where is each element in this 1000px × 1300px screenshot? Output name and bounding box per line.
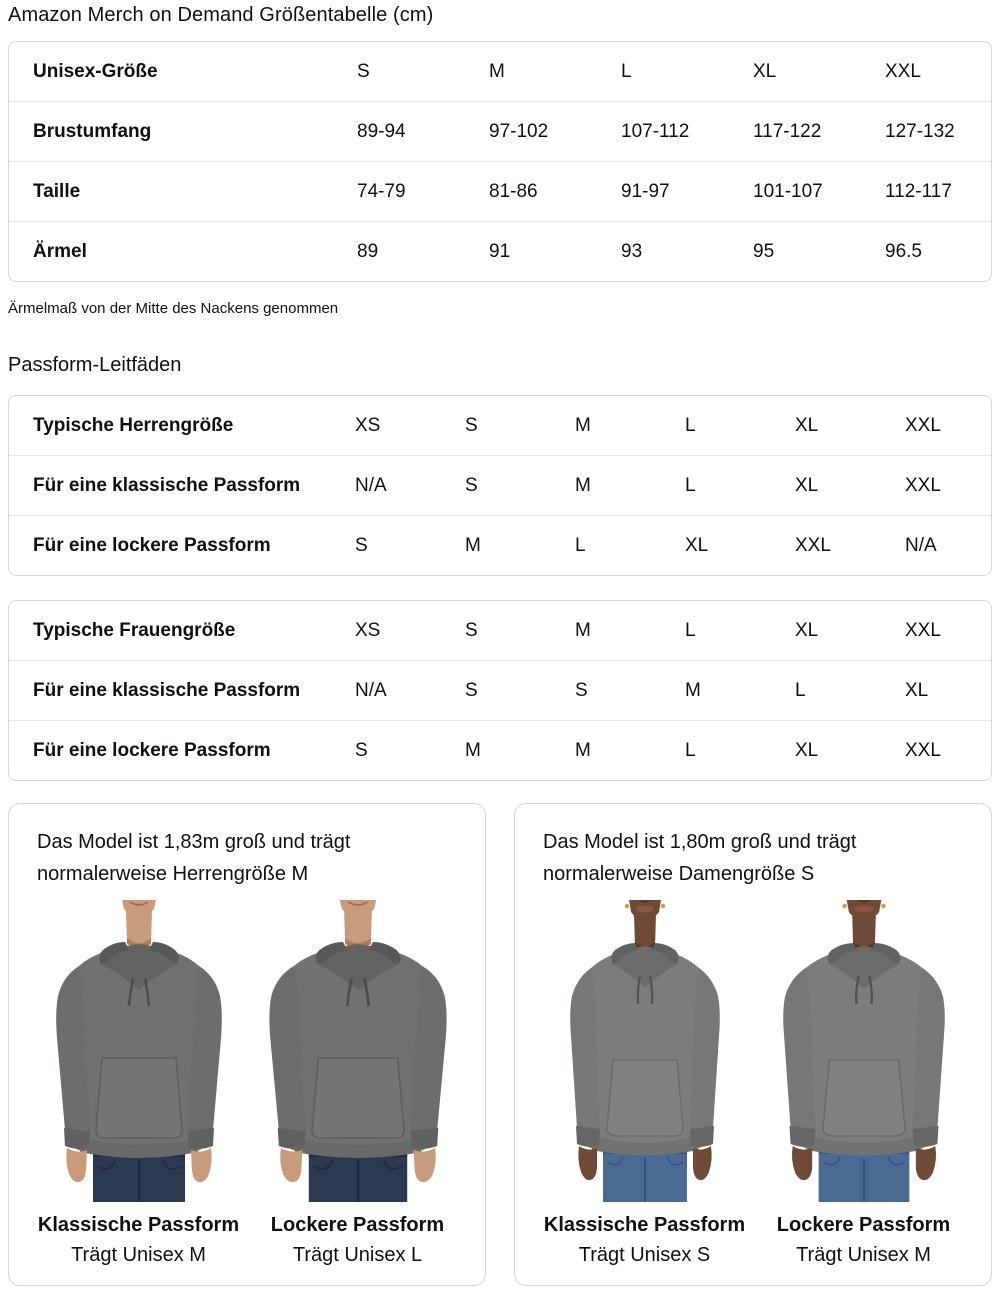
fit-caption: Lockere Passform — [270, 1214, 445, 1236]
row-label: Taille — [33, 180, 81, 202]
size-cell: 81-86 — [489, 180, 538, 202]
size-cell: M — [685, 679, 701, 701]
size-cell: M — [465, 739, 481, 761]
size-cell: L — [685, 414, 696, 436]
table-row — [9, 720, 991, 780]
size-cell: XXL — [905, 739, 941, 761]
size-cell: S — [355, 534, 368, 556]
size-cell: M — [575, 414, 591, 436]
size-cell: XL — [685, 534, 709, 556]
size-caption: Trägt Unisex M — [71, 1244, 206, 1266]
size-cell: XS — [355, 619, 381, 641]
size-cell: 89 — [357, 240, 379, 262]
row-label: Unisex-Größe — [33, 60, 158, 82]
row-label: Für eine klassische Passform — [33, 474, 301, 496]
model-figure — [248, 900, 467, 1267]
size-caption: Trägt Unisex L — [292, 1244, 423, 1266]
row-label: Für eine klassische Passform — [33, 679, 301, 701]
size-caption: Trägt Unisex S — [578, 1244, 711, 1266]
size-cell: S — [465, 619, 478, 641]
size-cell: XL — [795, 414, 819, 436]
size-cell: XL — [753, 60, 777, 82]
size-cell: XS — [355, 414, 381, 436]
sleeve-measure-note: Ärmelmaß von der Mitte des Nackens genommen — [8, 300, 339, 317]
size-cell: 95 — [753, 240, 775, 262]
size-cell: XXL — [795, 534, 831, 556]
table-row — [9, 515, 991, 575]
size-cell: M — [575, 619, 591, 641]
model-description: Das Model ist 1,80m groß und trägt normalerweise Damengröße S — [543, 831, 857, 885]
size-cell: N/A — [355, 474, 387, 496]
size-cell: L — [575, 534, 586, 556]
fit-caption: Klassische Passform — [543, 1214, 746, 1236]
men-fit-table — [8, 395, 992, 576]
size-cell: N/A — [905, 534, 937, 556]
size-cell: M — [575, 739, 591, 761]
figures-row — [535, 900, 973, 1267]
model-cards — [8, 803, 992, 1286]
row-label: Für eine lockere Passform — [33, 534, 271, 556]
size-cell: 107-112 — [621, 120, 690, 142]
size-cell: N/A — [355, 679, 387, 701]
size-cell: S — [357, 60, 370, 82]
size-cell: M — [489, 60, 505, 82]
model-description: Das Model ist 1,83m groß und trägt normalerweise Herrengröße M — [37, 831, 351, 885]
size-cell: S — [465, 474, 478, 496]
table-row — [9, 221, 991, 281]
model-card-women — [514, 803, 992, 1286]
women-fit-table — [8, 600, 992, 781]
size-cell: L — [795, 679, 806, 701]
model-photo-male-loose-fit — [250, 900, 466, 1202]
row-label: Typische Herrengröße — [33, 414, 234, 436]
table-row — [9, 660, 991, 720]
size-cell: 101-107 — [753, 180, 823, 202]
table-row — [9, 42, 991, 101]
model-figure — [754, 900, 973, 1267]
table-row — [9, 455, 991, 515]
fit-guides-heading: Passform-Leitfäden — [8, 354, 182, 376]
model-photo-female-classic-fit — [537, 900, 753, 1202]
size-cell: 112-117 — [885, 180, 952, 202]
model-figure — [535, 900, 754, 1267]
model-card-men — [8, 803, 486, 1286]
model-figure — [29, 900, 248, 1267]
model-photo-male-classic-fit — [31, 900, 247, 1202]
row-label: Für eine lockere Passform — [33, 739, 271, 761]
size-cell: S — [465, 414, 478, 436]
size-cell: XL — [905, 679, 929, 701]
size-cell: 91-97 — [621, 180, 670, 202]
table-row — [9, 396, 991, 455]
size-caption: Trägt Unisex M — [796, 1244, 931, 1266]
fit-caption: Lockere Passform — [776, 1214, 951, 1236]
size-cell: S — [355, 739, 368, 761]
page-title: Amazon Merch on Demand Größentabelle (cm) — [8, 4, 434, 26]
size-cell: L — [621, 60, 632, 82]
size-cell: M — [465, 534, 481, 556]
size-cell: XL — [795, 619, 819, 641]
size-cell: L — [685, 739, 696, 761]
row-label: Brustumfang — [33, 120, 152, 142]
size-cell: 89-94 — [357, 120, 406, 142]
size-cell: S — [575, 679, 588, 701]
figures-row — [29, 900, 467, 1267]
unisex-size-table — [8, 41, 992, 282]
row-label: Ärmel — [33, 240, 87, 262]
model-photo-female-loose-fit — [756, 900, 972, 1202]
size-cell: L — [685, 619, 696, 641]
size-cell: M — [575, 474, 591, 496]
size-cell: XXL — [905, 474, 941, 496]
size-cell: 74-79 — [357, 180, 406, 202]
size-cell: 117-122 — [753, 120, 822, 142]
size-cell: XL — [795, 739, 819, 761]
size-cell: XL — [795, 474, 819, 496]
size-cell: XXL — [905, 414, 941, 436]
fit-caption: Klassische Passform — [37, 1214, 240, 1236]
row-label: Typische Frauengröße — [33, 619, 236, 641]
size-cell: S — [465, 679, 478, 701]
size-cell: 91 — [489, 240, 511, 262]
size-cell: XXL — [885, 60, 921, 82]
size-cell: 127-132 — [885, 120, 955, 142]
size-cell: L — [685, 474, 696, 496]
table-row — [9, 101, 991, 161]
size-cell: 93 — [621, 240, 643, 262]
table-row — [9, 601, 991, 660]
size-cell: 97-102 — [489, 120, 549, 142]
size-cell: XXL — [905, 619, 941, 641]
size-cell: 96.5 — [885, 240, 922, 262]
table-row — [9, 161, 991, 221]
